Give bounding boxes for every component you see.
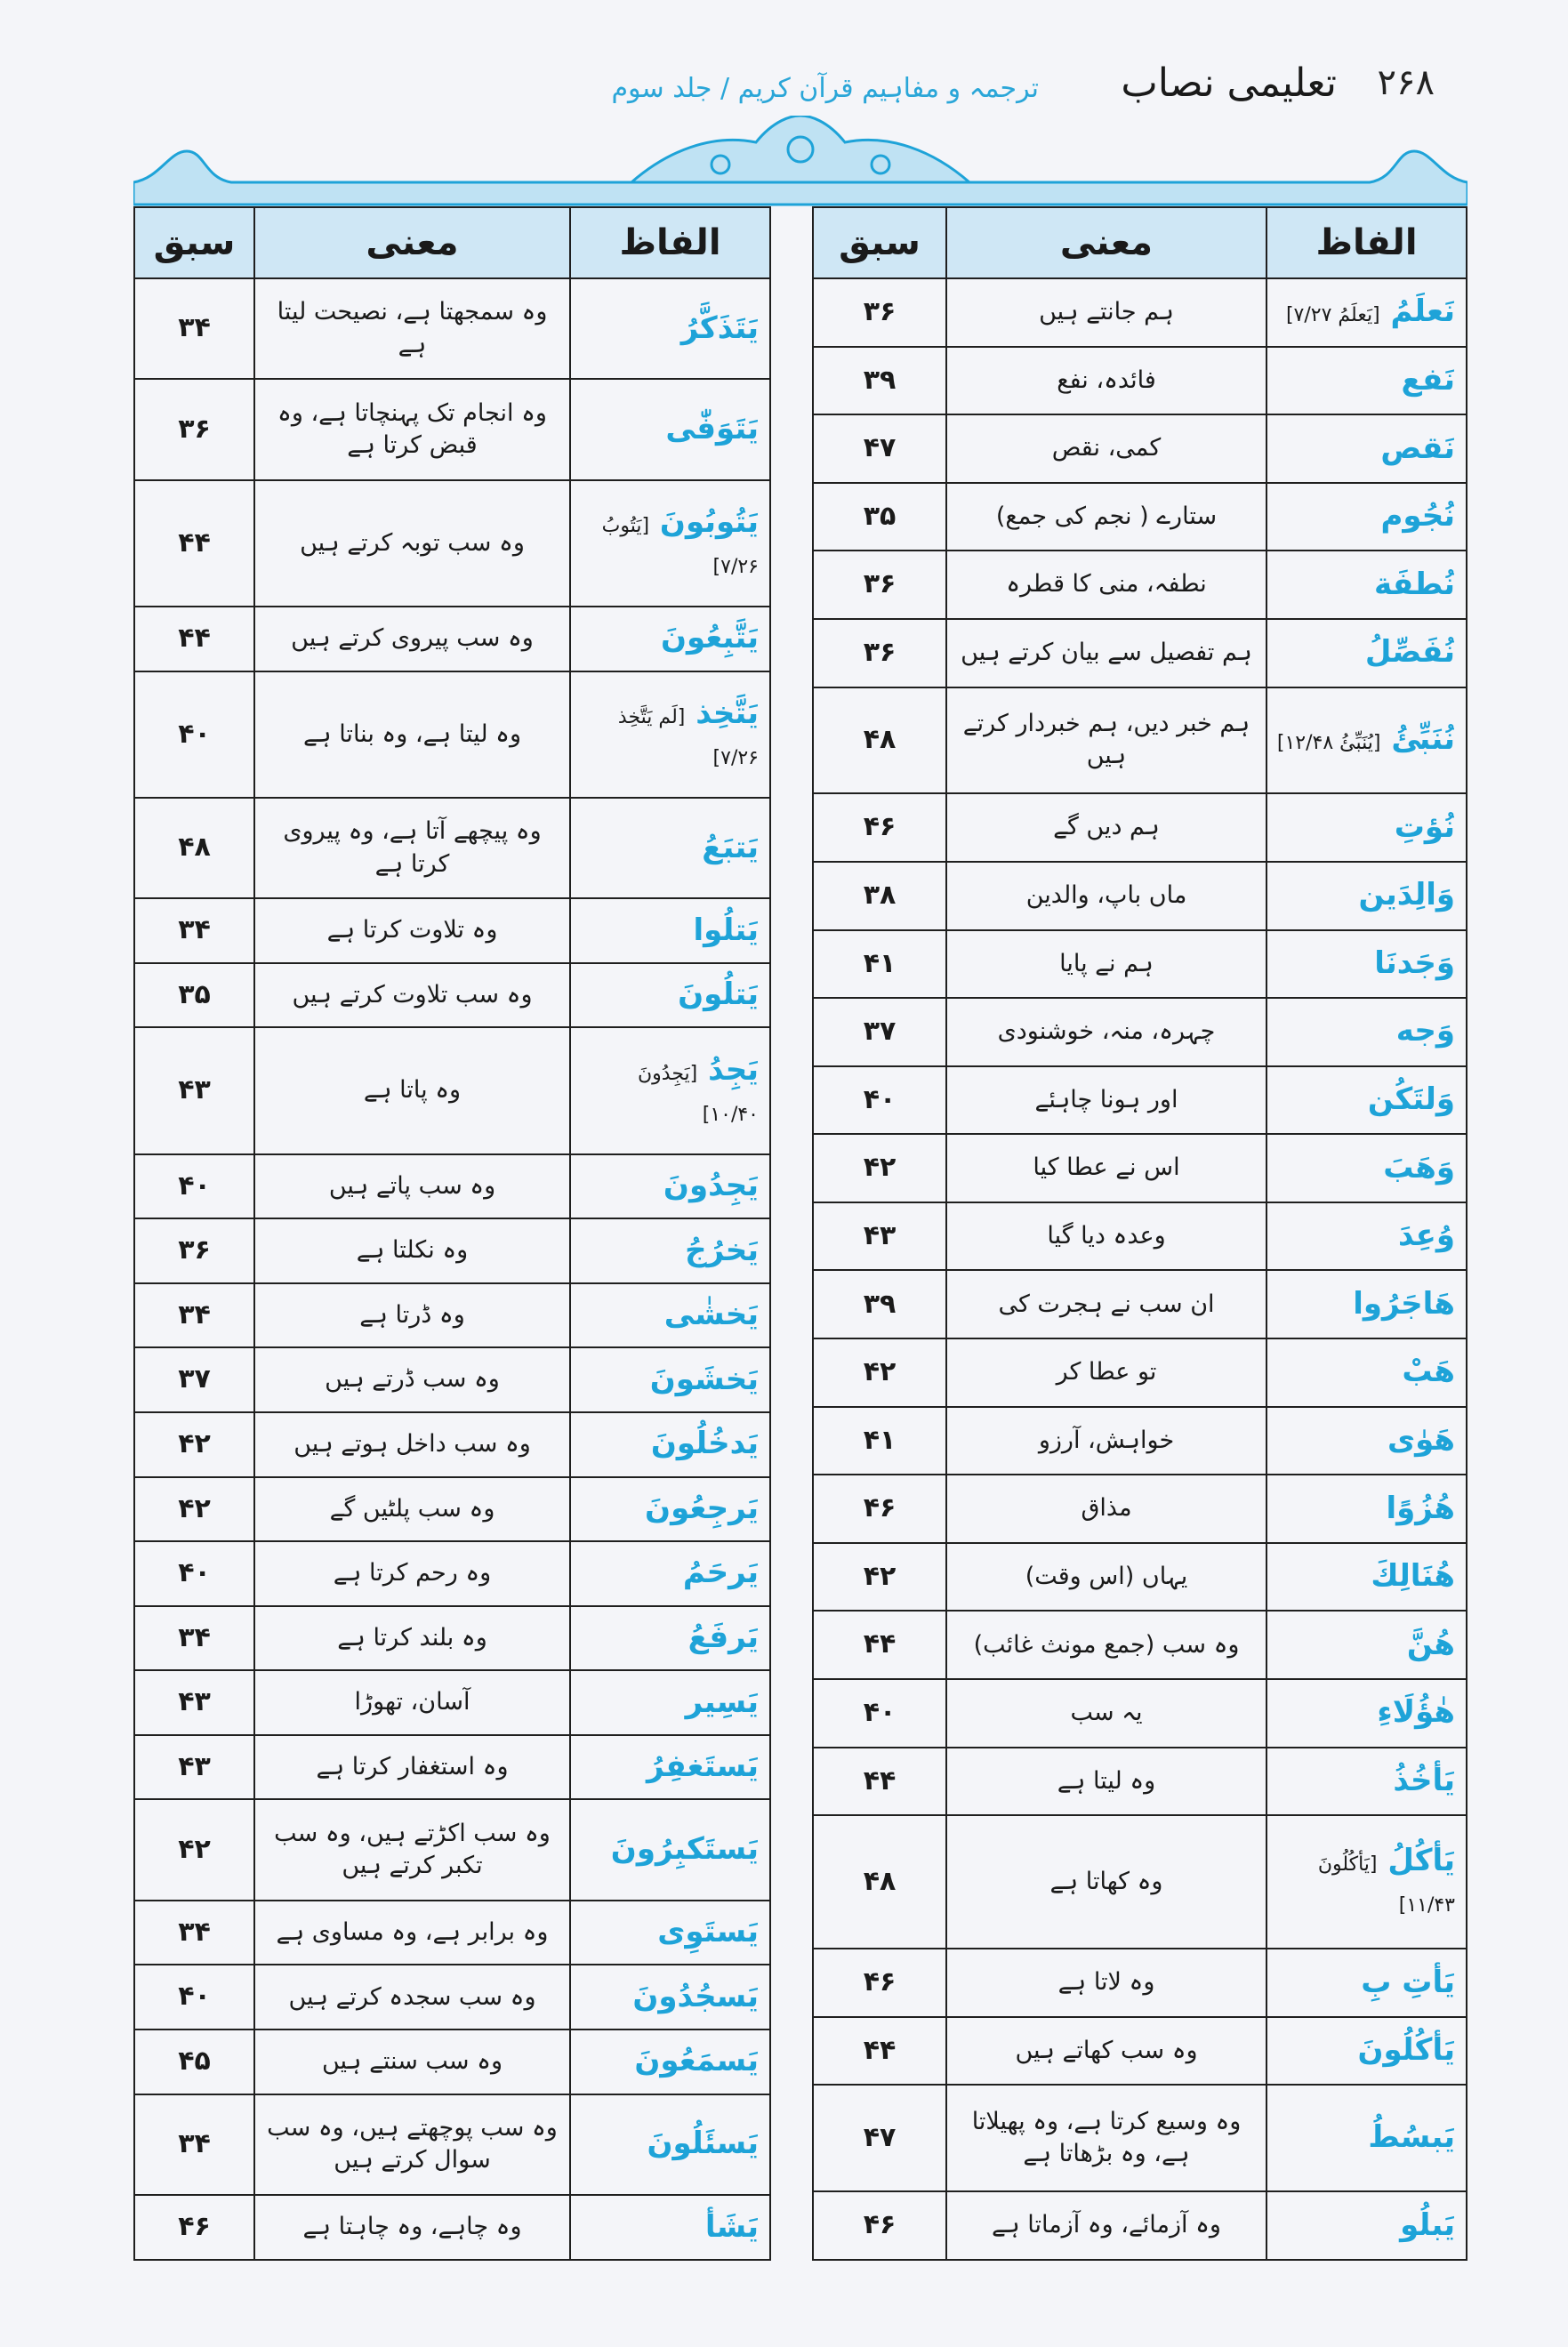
col-header-word: الفاظ [570, 207, 770, 278]
word-text: يَجِدُ [708, 1051, 759, 1088]
col-header-lesson: سبق [134, 207, 254, 278]
meaning-cell: وہ نکلتا ہے [254, 1218, 570, 1283]
meaning-cell: وہ سب تلاوت کرتے ہیں [254, 963, 570, 1028]
lesson-cell: ۴۳ [813, 1202, 946, 1271]
table-row [134, 1154, 770, 1219]
lesson-cell: ۴۷ [813, 2085, 946, 2191]
meaning-cell: وہ پیچھے آتا ہے، وہ پیروی کرتا ہے [254, 798, 570, 898]
lesson-cell: ۳۹ [813, 347, 946, 415]
word-text: يَستَكبِرُونَ [610, 1831, 759, 1868]
meaning-cell: وہ سب ڈرتے ہیں [254, 1347, 570, 1412]
table-row [813, 1270, 1467, 1338]
table-row [813, 1338, 1467, 1407]
table-row [134, 1027, 770, 1153]
word-cell [1266, 930, 1467, 999]
word-cell [1266, 1611, 1467, 1679]
word-text: هُزُوًا [1386, 1490, 1455, 1526]
word-cell [570, 1541, 770, 1606]
word-text: يَسمَعُونَ [634, 2043, 759, 2079]
table-row [813, 1611, 1467, 1679]
lesson-cell: ۳۴ [134, 278, 254, 379]
table-row [134, 671, 770, 798]
table-row [134, 2195, 770, 2260]
word-cell [1266, 1475, 1467, 1543]
word-text: هُنَّ [1406, 1626, 1455, 1662]
word-text: يَدخُلُونَ [650, 1426, 759, 1462]
meaning-cell: وہ سب پلٹیں گے [254, 1477, 570, 1542]
lesson-cell: ۴۱ [813, 930, 946, 999]
word-text: يَرحَمُ [682, 1555, 759, 1591]
meaning-cell: وہ کھاتا ہے [946, 1815, 1266, 1949]
table-row [134, 1965, 770, 2030]
word-text: نُنَبِّئُ [1391, 721, 1455, 758]
word-cell [1266, 687, 1467, 794]
table-row [134, 1283, 770, 1348]
lesson-cell: ۴۱ [813, 1407, 946, 1475]
word-text: وَلتَكُن [1367, 1081, 1455, 1118]
meaning-cell: وہ سب پاتے ہیں [254, 1154, 570, 1219]
meaning-cell: آسان، تھوڑا [254, 1670, 570, 1735]
lesson-cell: ۴۰ [813, 1066, 946, 1135]
meaning-cell: اور ہونا چاہئے [946, 1066, 1266, 1135]
table-row [813, 862, 1467, 930]
word-cell [570, 1027, 770, 1153]
word-text: يَبلُو [1400, 2206, 1455, 2243]
meaning-cell: وہ لاتا ہے [946, 1949, 1266, 2017]
table-row [813, 619, 1467, 687]
word-cell [1266, 619, 1467, 687]
meaning-cell: وہ سب داخل ہوتے ہیں [254, 1412, 570, 1477]
lesson-cell: ۴۳ [134, 1735, 254, 1800]
word-text: يَخرُجُ [685, 1232, 759, 1268]
word-cell [1266, 1815, 1467, 1949]
word-text: يَتلُوا [693, 912, 759, 948]
table-row [134, 379, 770, 479]
lesson-cell: ۴۶ [813, 793, 946, 862]
table-row [813, 998, 1467, 1066]
word-cell [570, 1477, 770, 1542]
lesson-cell: ۴۰ [134, 1541, 254, 1606]
word-reference: [يَعلَمُ ۷/۲۷] [1285, 304, 1380, 327]
lesson-cell: ۴۲ [134, 1799, 254, 1900]
word-text: وَالِدَين [1358, 877, 1455, 913]
word-reference: [يَأكُلُونَ ۱۱/۴۳] [1317, 1853, 1455, 1917]
meaning-cell: ہم تفصیل سے بیان کرتے ہیں [946, 619, 1266, 687]
word-text: نَقص [1380, 430, 1455, 466]
word-text: يَأخُذُ [1393, 1762, 1455, 1798]
lesson-cell: ۴۵ [134, 2030, 254, 2094]
vocab-table-left [133, 206, 771, 2261]
lesson-cell: ۳۶ [134, 1218, 254, 1283]
header-ornament [133, 116, 1467, 213]
lesson-cell: ۳۵ [134, 963, 254, 1028]
meaning-cell: وعدہ دیا گیا [946, 1202, 1266, 1271]
table-row [813, 1949, 1467, 2017]
lesson-cell: ۴۲ [134, 1412, 254, 1477]
word-cell [570, 379, 770, 479]
word-cell [570, 1606, 770, 1671]
word-cell [570, 1347, 770, 1412]
table-row [134, 1606, 770, 1671]
lesson-cell: ۳۹ [813, 1270, 946, 1338]
table-row [813, 347, 1467, 415]
word-cell [1266, 1134, 1467, 1202]
word-text: يَجِدُونَ [663, 1167, 759, 1203]
word-text: يَتبَعُ [702, 829, 759, 865]
word-cell [570, 798, 770, 898]
lesson-cell: ۴۸ [813, 687, 946, 794]
word-cell [1266, 2191, 1467, 2260]
lesson-cell: ۴۲ [813, 1338, 946, 1407]
table-row [813, 930, 1467, 999]
meaning-cell: وہ سب سنتے ہیں [254, 2030, 570, 2094]
lesson-cell: ۳۴ [134, 2094, 254, 2195]
table-row [134, 1218, 770, 1283]
table-row [813, 1475, 1467, 1543]
meaning-cell: وہ سب (جمع مونث غائب) [946, 1611, 1266, 1679]
meaning-cell: کمی، نقص [946, 414, 1266, 483]
word-text: يَشَأ [704, 2208, 759, 2245]
table-row [134, 963, 770, 1028]
word-cell [1266, 1949, 1467, 2017]
word-text: هَوٰى [1387, 1422, 1455, 1458]
word-cell [1266, 1543, 1467, 1612]
table-row [134, 1347, 770, 1412]
word-text: هَاجَرُوا [1353, 1285, 1455, 1322]
lesson-cell: ۴۲ [134, 1477, 254, 1542]
table-row [813, 1202, 1467, 1271]
word-cell [570, 963, 770, 1028]
meaning-cell: وہ وسیع کرتا ہے، وہ پھیلاتا ہے، وہ بڑھاتا ہے [946, 2085, 1266, 2191]
lesson-cell: ۳۴ [134, 898, 254, 963]
meaning-cell: ہم خبر دیں، ہم خبردار کرتے ہیں [946, 687, 1266, 794]
word-text: نُفَصِّلُ [1364, 634, 1455, 671]
meaning-cell: وہ انجام تک پہنچاتا ہے، وہ قبض کرتا ہے [254, 379, 570, 479]
vocabulary-tables [133, 206, 1467, 2261]
word-cell [570, 1799, 770, 1900]
word-cell [1266, 1679, 1467, 1748]
table-row [813, 551, 1467, 619]
lesson-cell: ۴۴ [813, 1611, 946, 1679]
lesson-cell: ۴۸ [134, 798, 254, 898]
word-cell [1266, 2085, 1467, 2191]
lesson-cell: ۴۴ [134, 607, 254, 671]
meaning-cell: وہ سب اکڑتے ہیں، وہ سب تکبر کرتے ہیں [254, 1799, 570, 1900]
meaning-cell: وہ چاہے، وہ چاہتا ہے [254, 2195, 570, 2260]
meaning-cell: وہ رحم کرتا ہے [254, 1541, 570, 1606]
table-row [134, 1541, 770, 1606]
table-body [813, 278, 1467, 2260]
word-text: يَتَوَفّٰى [665, 411, 759, 447]
lesson-cell: ۳۴ [134, 1606, 254, 1671]
word-cell [1266, 1407, 1467, 1475]
col-header-word: الفاظ [1266, 207, 1467, 278]
table-row [813, 1679, 1467, 1748]
table-row [134, 898, 770, 963]
word-text: يَستَوِى [657, 1914, 759, 1950]
word-reference: [يَجِدُونَ ۱۰/۴۰] [637, 1062, 759, 1126]
table-row [134, 1412, 770, 1477]
word-text: يَرفَعُ [688, 1620, 759, 1655]
lesson-cell: ۳۷ [134, 1347, 254, 1412]
word-cell [570, 278, 770, 379]
table-row [813, 483, 1467, 551]
lesson-cell: ۴۴ [813, 1748, 946, 1816]
meaning-cell: ہم دیں گے [946, 793, 1266, 862]
meaning-cell: ہم جانتے ہیں [946, 278, 1266, 347]
lesson-cell: ۴۰ [134, 1965, 254, 2030]
meaning-cell: وہ سب پیروی کرتے ہیں [254, 607, 570, 671]
meaning-cell: وہ استغفار کرتا ہے [254, 1735, 570, 1800]
lesson-cell: ۴۶ [813, 1949, 946, 2017]
table-row [813, 1543, 1467, 1612]
word-reference: [يُنَبِّئُ ۱۲/۴۸] [1276, 732, 1381, 755]
col-header-meaning: معنی [254, 207, 570, 278]
meaning-cell: وہ سب کھاتے ہیں [946, 2017, 1266, 2086]
lesson-cell: ۳۵ [813, 483, 946, 551]
word-cell [1266, 1202, 1467, 1271]
meaning-cell: وہ سمجھتا ہے، نصیحت لیتا ہے [254, 278, 570, 379]
book-title: تعلیمی نصاب [1121, 60, 1337, 106]
lesson-cell: ۴۶ [134, 2195, 254, 2260]
word-text: وَهَبَ [1383, 1149, 1455, 1186]
lesson-cell: ۴۴ [134, 480, 254, 607]
word-cell [1266, 347, 1467, 415]
word-cell [1266, 2017, 1467, 2086]
word-cell [570, 607, 770, 671]
word-text: نُؤتِ [1394, 808, 1455, 845]
table-row [813, 2191, 1467, 2260]
lesson-cell: ۳۸ [813, 862, 946, 930]
word-cell [570, 1670, 770, 1735]
lesson-cell: ۴۰ [134, 671, 254, 798]
word-cell [1266, 414, 1467, 483]
meaning-cell: ماں باپ، والدین [946, 862, 1266, 930]
word-cell [570, 2195, 770, 2260]
word-cell [1266, 1748, 1467, 1816]
word-cell [570, 1218, 770, 1283]
table-row [813, 278, 1467, 347]
col-header-meaning: معنی [946, 207, 1266, 278]
lesson-cell: ۳۷ [813, 998, 946, 1066]
word-text: يَسِير [685, 1684, 759, 1720]
meaning-cell: وہ لیتا ہے، وہ بناتا ہے [254, 671, 570, 798]
table-row [134, 607, 770, 671]
meaning-cell: وہ پاتا ہے [254, 1027, 570, 1153]
meaning-cell: وہ آزمائے، وہ آزماتا ہے [946, 2191, 1266, 2260]
meaning-cell: ستارے ( نجم کی جمع) [946, 483, 1266, 551]
meaning-cell: وہ سب سجدہ کرتے ہیں [254, 1965, 570, 2030]
meaning-cell: وہ لیتا ہے [946, 1748, 1266, 1816]
word-cell [570, 1412, 770, 1477]
table-row [134, 1477, 770, 1542]
word-text: يَأكُلُ [1387, 1843, 1455, 1879]
lesson-cell: ۴۲ [813, 1543, 946, 1612]
word-text: نُجُوم [1380, 498, 1455, 535]
word-cell [570, 1154, 770, 1219]
word-cell [570, 2030, 770, 2094]
meaning-cell: اس نے عطا کیا [946, 1134, 1266, 1202]
lesson-cell: ۳۴ [134, 1283, 254, 1348]
table-row [813, 414, 1467, 483]
word-text: نُطفَة [1374, 566, 1455, 602]
table-row [134, 278, 770, 379]
meaning-cell: وہ تلاوت کرتا ہے [254, 898, 570, 963]
word-text: يَتُوبُونَ [659, 504, 759, 541]
word-cell [1266, 1270, 1467, 1338]
word-text: يَستَغفِرُ [646, 1748, 759, 1785]
word-text: هٰؤُلَاءِ [1377, 1694, 1455, 1731]
word-cell [1266, 551, 1467, 619]
table-body [134, 278, 770, 2260]
word-text: هُنَالِكَ [1371, 1558, 1455, 1595]
table-row [134, 1799, 770, 1900]
meaning-cell: تو عطا کر [946, 1338, 1266, 1407]
word-text: هَبْ [1402, 1354, 1455, 1390]
lesson-cell: ۴۰ [813, 1679, 946, 1748]
table-row [813, 1407, 1467, 1475]
word-reference: [لَم يَتَّخِذ ۷/۲۶] [617, 705, 759, 769]
meaning-cell: مذاق [946, 1475, 1266, 1543]
lesson-cell: ۴۳ [134, 1027, 254, 1153]
meaning-cell: وہ سب توبہ کرتے ہیں [254, 480, 570, 607]
table-row [134, 798, 770, 898]
word-cell [570, 898, 770, 963]
word-cell [1266, 1066, 1467, 1135]
word-text: يَسجُدُونَ [632, 1978, 759, 2014]
word-reference: [يَتُوبُ ۷/۲۶] [601, 515, 759, 579]
word-text: يَتَّبِعُونَ [660, 620, 759, 656]
lesson-cell: ۴۴ [813, 2017, 946, 2086]
word-text: نَفع [1401, 361, 1455, 398]
lesson-cell: ۴۷ [813, 414, 946, 483]
lesson-cell: ۳۶ [813, 551, 946, 619]
word-cell [1266, 998, 1467, 1066]
word-cell [570, 2094, 770, 2195]
lesson-cell: ۳۶ [813, 278, 946, 347]
table-header-row [813, 207, 1467, 278]
word-text: يَخشٰى [663, 1297, 759, 1333]
word-cell [570, 1283, 770, 1348]
meaning-cell: وہ ڈرتا ہے [254, 1283, 570, 1348]
meaning-cell: یہ سب [946, 1679, 1266, 1748]
word-cell [570, 1901, 770, 1965]
meaning-cell: یہاں (اس وقت) [946, 1543, 1266, 1612]
word-cell [570, 480, 770, 607]
table-row [134, 1735, 770, 1800]
word-text: يَرجِعُونَ [645, 1490, 759, 1526]
lesson-cell: ۴۲ [813, 1134, 946, 1202]
meaning-cell: ان سب نے ہجرت کی [946, 1270, 1266, 1338]
meaning-cell: نطفہ، منی کا قطرہ [946, 551, 1266, 619]
table-row [813, 1134, 1467, 1202]
word-text: يَتلُونَ [678, 977, 759, 1013]
word-text: وَجَدنَا [1374, 944, 1455, 981]
table-row [813, 1748, 1467, 1816]
word-text: يَتَّخِذ [696, 695, 759, 731]
vocab-table-right [812, 206, 1467, 2261]
lesson-cell: ۳۴ [134, 1901, 254, 1965]
table-row [813, 1815, 1467, 1949]
meaning-cell: خواہش، آرزو [946, 1407, 1266, 1475]
word-text: نَعلَمُ [1390, 293, 1455, 330]
lesson-cell: ۴۶ [813, 2191, 946, 2260]
word-cell [1266, 1338, 1467, 1407]
book-subtitle: ترجمہ و مفاہیم قرآن کریم / جلد سوم [611, 73, 1039, 104]
lesson-cell: ۳۶ [813, 619, 946, 687]
table-row [134, 1670, 770, 1735]
word-text: وَجه [1395, 1013, 1455, 1049]
table-row [813, 687, 1467, 794]
meaning-cell: ہم نے پایا [946, 930, 1266, 999]
table-row [813, 1066, 1467, 1135]
col-header-lesson: سبق [813, 207, 946, 278]
word-text: يَأتِ بِ [1361, 1964, 1455, 2000]
word-text: يَتَذَكَّرُ [680, 309, 759, 346]
table-row [134, 1901, 770, 1965]
lesson-cell: ۳۶ [134, 379, 254, 479]
table-row [134, 2030, 770, 2094]
word-cell [1266, 793, 1467, 862]
meaning-cell: وہ سب پوچھتے ہیں، وہ سب سوال کرتے ہیں [254, 2094, 570, 2195]
meaning-cell: چہرہ، منہ، خوشنودی [946, 998, 1266, 1066]
table-row [813, 793, 1467, 862]
word-cell [570, 671, 770, 798]
lesson-cell: ۴۰ [134, 1154, 254, 1219]
table-row [813, 2017, 1467, 2086]
table-row [134, 480, 770, 607]
page-number: ۲۶۸ [1377, 62, 1435, 103]
word-cell [570, 1735, 770, 1800]
word-text: يَخشَونَ [649, 1361, 759, 1397]
table-row [134, 2094, 770, 2195]
word-cell [1266, 278, 1467, 347]
lesson-cell: ۴۶ [813, 1475, 946, 1543]
word-text: يَسئَلُونَ [647, 2126, 759, 2162]
meaning-cell: وہ بلند کرتا ہے [254, 1606, 570, 1671]
meaning-cell: وہ برابر ہے، وہ مساوی ہے [254, 1901, 570, 1965]
lesson-cell: ۴۸ [813, 1815, 946, 1949]
word-text: يَأكُلُونَ [1357, 2032, 1455, 2069]
table-header-row [134, 207, 770, 278]
word-text: يَبسُطُ [1368, 2119, 1455, 2156]
lesson-cell: ۴۳ [134, 1670, 254, 1735]
word-cell [1266, 483, 1467, 551]
table-row [813, 2085, 1467, 2191]
meaning-cell: فائدہ، نفع [946, 347, 1266, 415]
word-cell [1266, 862, 1467, 930]
word-cell [570, 1965, 770, 2030]
word-text: وُعِدَ [1398, 1218, 1455, 1254]
